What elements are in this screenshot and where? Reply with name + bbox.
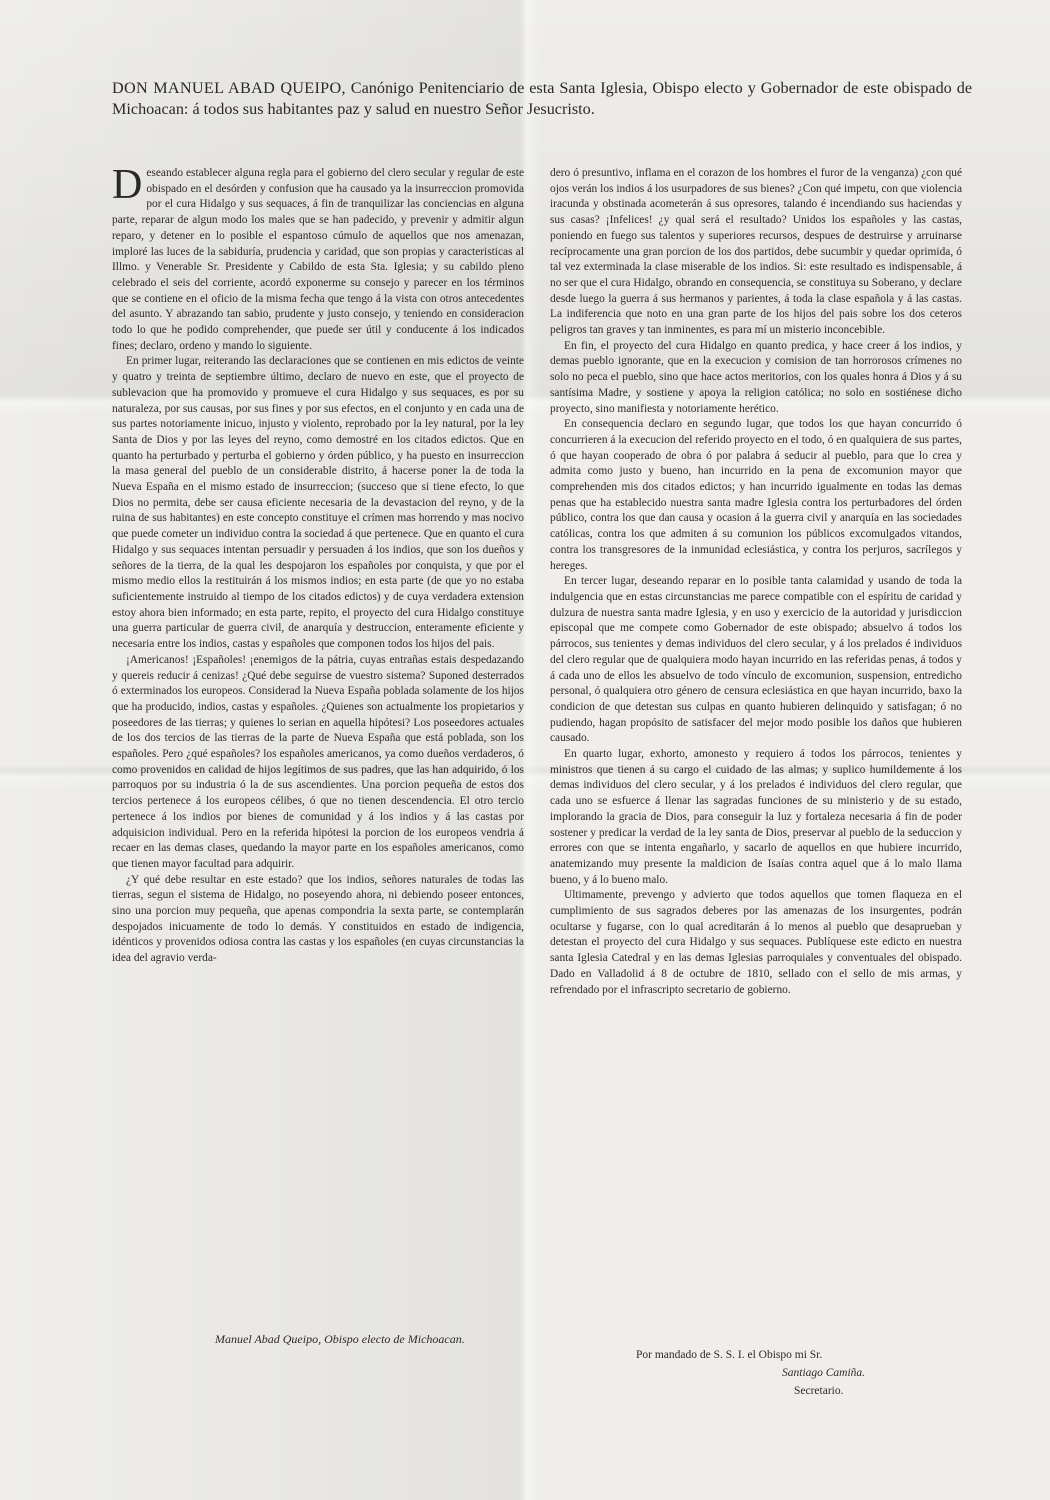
heading-title-text: Canónigo Penitenciario de esta Santa Iglesia, Obispo electo y Gobernador de este obispado de Michoacan: á todos sus habitantes paz y salud en nuestro Señor Jesucristo.	[112, 79, 972, 118]
paragraph-7: En consequencia declaro en segundo lugar, que todos los que hayan concurrido ó concurrieren á la execucion del referido proyecto en el todo, ó en qualquiera de sus partes, ó que hayan cooperado de obra ó por palabra á seducir al pueblo, para que lo crea y admita como justo y bueno, han incurrido en la pena de excomunion mayor que comprehenden mis dos citados edictos; y han incurrido igualmente en todas las demas penas que ha establecido nuestra santa madre Iglesia contra los perturbadores del órden público, contra los que dan causa y ocasion á la guerra civil y anarquía en las sociedades católicas, contra los que admiten á su comunion los públicos excomulgados vitandos, contra los transgresores de la inmunidad eclesiástica, y contra los perjuros, sacrílegos y hereges.	[550, 418, 962, 572]
bishop-signature: Manuel Abad Queipo, Obispo electo de Michoacan.	[215, 1332, 465, 1346]
drop-cap: D	[112, 162, 143, 208]
attestation-line: Por mandado de S. S. I. el Obispo mi Sr.	[636, 1349, 823, 1361]
right-text-column	[550, 166, 962, 998]
paragraph-1-text: eseando establecer alguna regla para el gobierno del clero secular y regular de este obispado en el desórden y confusion que ha causado ya la insurreccion promovida por el cura Hidalgo y sus sequaces, á fin de tranquilizar las conciencias en alguna parte, reparar de algun modo los males que se han padecido, y prevenir y admitir algun reparo, y detener en lo posible el espantoso cúmulo de aquellos que nos amenazan, imploré las luces de la sabiduría, prudencia y caridad, que son propias y caracteristicas al Illmo. y Venerable Sr. Presidente y Cabildo de esta Sta. Iglesia; y su cabildo pleno celebrado el seis del corriente, acordó exponerme su consejo y parecer en los términos que se contiene en el oficio de la misma fecha que tengo á la vista con otros antecedentes del asunto. Y abrazando tan sabio, prudente y justo consejo, y teniendo en consideracion todo lo que he podido comprehender, que puede ser útil y conducente á los indicados fines; declaro, ordeno y mando lo siguiente.	[112, 167, 524, 352]
paragraph-8: En tercer lugar, deseando reparar en lo posible tanta calamidad y usando de toda la indulgencia que en estas circunstancias me parece compatible con el espíritu de caridad y dulzura de nuestra santa madre Iglesia, y en uso y exercicio de la autoridad y jurisdiccion episcopal que me compete como Gobernador de este obispado; absuelvo á todos los párrocos, sus tenientes y demas individuos del clero secular, y á los prelados é individuos del clero regular que de qualquiera modo hayan incurrido en las referidas penas, á todos y á cada uno de ellos les absuelvo de todo vínculo de excomunion, suspension, entredicho personal, ó qualquiera otro género de censura eclesiástica en que hayan incurrido, baxo la condicion de que detestan sus culpas en quanto hubieren delinquido y satisfagan; ó no pudiendo, hagan propósito de satisfacer del mejor modo posible los daños que hubieren causado.	[550, 575, 962, 745]
secretary-name: Santiago Camiña.	[782, 1367, 866, 1379]
paragraph-10: Ultimamente, prevengo y advierto que todos aquellos que tomen flaqueza en el cumplimiento de sus sagrados deberes por las amenazas de los insurgentes, podrán ocultarse y fugarse, con lo qual acreditarán á lo menos al pueblo que desaprueban y detestan el proyecto del cura Hidalgo y sus sequaces. Publíquese este edicto en nuestra santa Iglesia Catedral y en las demas Iglesias parroquiales y conventuales del obispado. Dado en Valladolid á 8 de octubre de 1810, sellado con el sello de mis armas, y refrendado por el infrascripto secretario de gobierno.	[550, 889, 962, 996]
secretary-attestation	[636, 1346, 865, 1400]
paragraph-9: En quarto lugar, exhorto, amonesto y requiero á todos los párrocos, tenientes y ministros que tienen á su cargo el cuidado de las almas; y suplico humildemente á los demas individuos del clero secular, y á los prelados é individuos del clero regular, que cada uno se esfuerce á llenar las sagradas funciones de su ministerio y de su estado, implorando la gracia de Dios, para conseguir la luz y fortaleza necesaria á fin de poder sostener y predicar la verdad de la ley santa de Dios, preservar al pueblo de la seduccion y errores con que se intenta engañarlo, y sacarlo de aquellos en que hubiere incurrido, anatemizando muy presente la maldicion de Isaías contra aquel que á lo malo llama bueno, y á lo bueno malo.	[550, 748, 962, 886]
secretary-title: Secretario.	[794, 1385, 844, 1397]
left-text-column	[112, 162, 524, 967]
paragraph-3: ¡Americanos! ¡Españoles! ¡enemigos de la pátria, cuyas entrañas estais despedazando y quereis reducir á cenizas! ¿Qué debe seguirse de vuestro sistema? Suponed desterrados ó exterminados los europeos. Considerad la Nueva España poblada solamente de los hijos que ha producido, indios, castas y españoles. ¿Quienes son actualmente los propietarios y poseedores de las tierras; y quienes lo serian en aquella hipótesi? Los poseedores actuales de los dos tercios de las tierras de la parte de Nueva España que está poblada, son los españoles. Pero ¿qué españoles? los españoles americanos, ya como dueños verdaderos, ó como provenidos en calidad de hijos legítimos de sus padres, que las han adquirido, ó los parroquos por su industria ó la de sus ascendientes. Una porcion pequeña de estos dos tercios pertenece á los europeos célibes, ó que no tienen descendencia. El otro tercio pertenece á los indios por bienes de comunidad y á los indios y á las castas por adquisicion individual. Pero en la referida hipótesi la porcion de los europeos vendria á recaer en las demas clases, quedando la mayor parte en los españoles americanos, como que tienen mayor facultad para adquirir.	[112, 653, 524, 870]
paragraph-2: En primer lugar, reiterando las declaraciones que se contienen en mis edictos de veinte y quatro y treinta de septiembre último, declaro de nuevo en este, que el proyecto de sublevacion que ha promovido y promueve el cura Hidalgo y sus sequaces, es por su naturaleza, por sus causas, por sus fines y por sus efectos, en el conjunto y en cada una de sus partes notoriamente inicuo, injusto y violento, reprobado por la ley natural, por la ley Santa de Dios y por las leyes del reyno, como demostré en los citados edictos. Que en quanto ha perturbado y perturba el gobierno y órden público, y ha puesto en insurreccion la masa general del pueblo de un considerable distrito, á hacerse poner la de toda la Nueva España en el mismo estado de insurreccion; (succeso que si tiene efecto, lo que Dios no permita, debe ser causa eficiente necesaria de la devastacion del reyno, y de la ruina de sus habitantes) en este concepto constituye el crímen mas horrendo y mas nocivo que puede cometer un individuo contra la sociedad á que pertenece. Que en quanto el cura Hidalgo y sus sequaces intentan persuadir y persuaden á los indios, que son los dueños y señores de la tierra, de la qual les despojaron los españoles por conquista, y que por el mismo medio ellos la restituirán á los mismos indios; en esta parte (de que yo no estaba suficientemente instruido al tiempo de los citados edictos) y de cuya verdadera extension estoy ahora bien informado; en esta parte, repito, el proyecto del cura Hidalgo constituye una guerra particular de guerra civil, de anarquía y destruccion, enteramente eficiente y necesaria entre los indios, castas y españoles que componen todos los hijos del pais.	[112, 355, 524, 651]
paragraph-1	[112, 162, 524, 354]
paragraph-6: En fin, el proyecto del cura Hidalgo en quanto predica, y hace creer á los indios, y demas pueblo ignorante, que en la execucion y comision de tan horrorosos crímenes no solo no peca el pueblo, sino que hace actos meritorios, con los quales honra á Dios y á su santísima Madre, y sostiene y apoya la religion católica; no solo en sostiénese dicho proyecto, sino manifiesta y notoriamente herético.	[550, 339, 962, 415]
paragraph-4: ¿Y qué debe resultar en este estado? que los indios, señores naturales de todas las tierras, segun el sistema de Hidalgo, no poseyendo ahora, ni debiendo poseer entonces, sino una porcion muy pequeña, que apenas compondria la sexta parte, se contemplarán despojados inicuamente de todo lo demás. Y constituidos en estado de indigencia, idénticos y provenidos odiosa contra las castas y los españoles (en cuyas circunstancias la idea del agravio verda-	[112, 873, 524, 965]
heading-author-name: DON MANUEL ABAD QUEIPO,	[112, 79, 346, 97]
paragraph-5: dero ó presuntivo, inflama en el corazon de los hombres el furor de la venganza) ¿con qué ojos verán los indios á los usurpadores de sus bienes? ¿Con qué impetu, con que violencia iracunda y obstinada acometerán á sus opresores, talando é incendiando sus haciendas y sus casas? ¡Infelices! ¿y qual será el resultado? Unidos los españoles y las castas, poniendo en fuego sus talentos y superiores recursos, despues de destruirse y arruinarse recíprocamente una gran porcion de los dos partidos, debe sucumbir y quedar oprimida, ó tal vez exterminada la clase miserable de los indios. Si: este resultado es indispensable, á no ser que el cura Hidalgo, obrando en consequencia, se constituya su Soberano, y declare desde luego la guerra á sus hermanos y parientes, á toda la clase española y á las castas. La indiferencia que noto en una gran parte de los hijos del pais sobre los dos ceteros peligros tan graves y tan inminentes, es para mí un misterio inconcebible.	[550, 167, 962, 337]
edict-heading	[112, 78, 972, 120]
